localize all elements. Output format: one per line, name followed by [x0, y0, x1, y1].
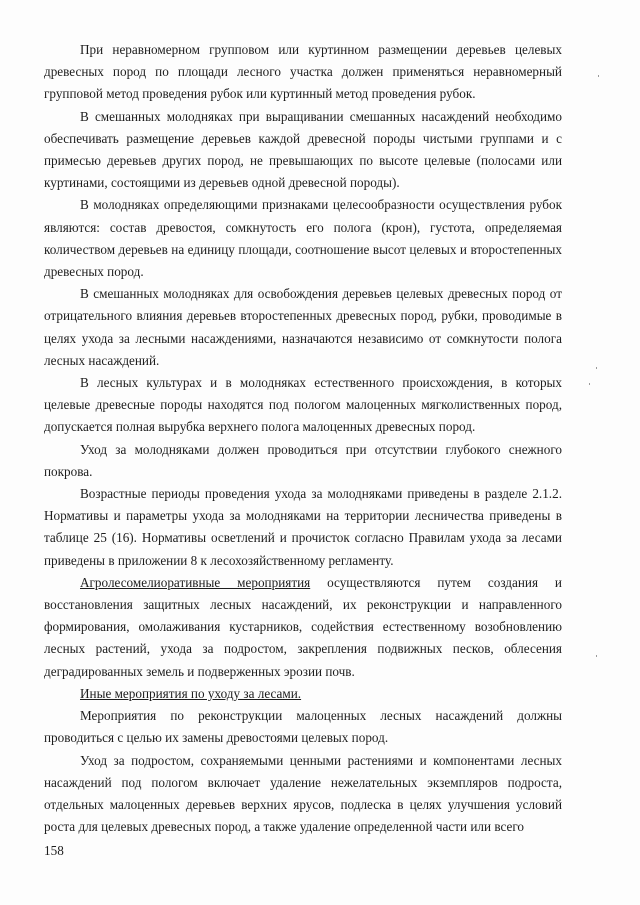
paragraph-7: Возрастные периоды проведения ухода за молодняками приведены в разделе 2.1.2. Нормативы и параметры ухода за молодняками на территории лесничества приведены в таблице 25 (16). Нормативы осветлений и прочисток согласно Правилам ухода за лесами приведены в приложении 8 к лесохозяйственному регламенту.	[44, 486, 562, 568]
paragraph-1: При неравномерном групповом или куртинном размещении деревьев целевых древесных пород по площади лесного участка должен применяться неравномерный групповой метод проведения рубок или куртинный метод проведения рубок.	[44, 42, 562, 102]
paragraph-4: В смешанных молодняках для освобождения деревьев целевых древесных пород от отрицательного влияния деревьев второстепенных древесных пород, рубки, проводимые в целях ухода за лесными насаждениями, назначаются независимо от сомкнутости полога лесных насаждений.	[44, 286, 562, 368]
scan-speck	[596, 367, 597, 369]
paragraph-other-heading	[44, 683, 562, 705]
paragraph-8: Мероприятия по реконструкции малоценных лесных насаждений должны проводиться с целью их замены древостоями целевых пород.	[44, 708, 562, 746]
paragraph-3: В молодняках определяющими признаками целесообразности осуществления рубок являются: состав древостоя, сомкнутость его полога (крон), густота, определяемая количеством деревьев на единицу площади, соотношение высот целевых и второстепенных древесных пород.	[44, 197, 562, 280]
paragraph-9: Уход за подростом, сохраняемыми ценными растениями и компонентами лесных насаждений под пологом включает удаление нежелательных экземпляров подроста, отдельных малоценных деревьев верхних ярусов, подлеска в целях улучшения условий роста для целевых древесных пород, а также удаление определенной части или всего	[44, 752, 562, 835]
scan-speck	[596, 655, 597, 657]
page-number: 158	[44, 843, 64, 858]
scan-speck	[598, 75, 599, 77]
paragraph-6: Уход за молодняками должен проводиться при отсутствии глубокого снежного покрова.	[44, 441, 562, 479]
body-text	[44, 39, 562, 838]
agro-text: осуществляются путем создания и восстановления защитных лесных насаждений, их реконструкции и направленного формирования, омолаживания кустарников, содействия естественному возобновлению лесных растений, ухода за подростом, закрепления подвижных песков, облесения деградированных земель и подверженных эрозии почв.	[44, 574, 562, 679]
paragraph-2: В смешанных молодняках при выращивании смешанных насаждений необходимо обеспечивать размещение деревьев каждой древесной породы чистыми группами и с примесью деревьев других пород, не превышающих по высоте целевые (полосами или куртинами, состоящими из деревьев одной древесной породы).	[44, 108, 562, 191]
agro-heading: Агролесомелиоративные мероприятия	[80, 574, 311, 590]
paragraph-5: В лесных культурах и в молодняках естественного происхождения, в которых целевые древесные породы находятся под пологом малоценных мягколиственных пород, допускается полная вырубка верхнего полога малоценных древесных пород.	[44, 375, 562, 435]
paragraph-agro	[44, 572, 562, 683]
scan-speck	[589, 383, 590, 385]
other-heading: Иные мероприятия по уходу за лесами.	[80, 685, 302, 701]
